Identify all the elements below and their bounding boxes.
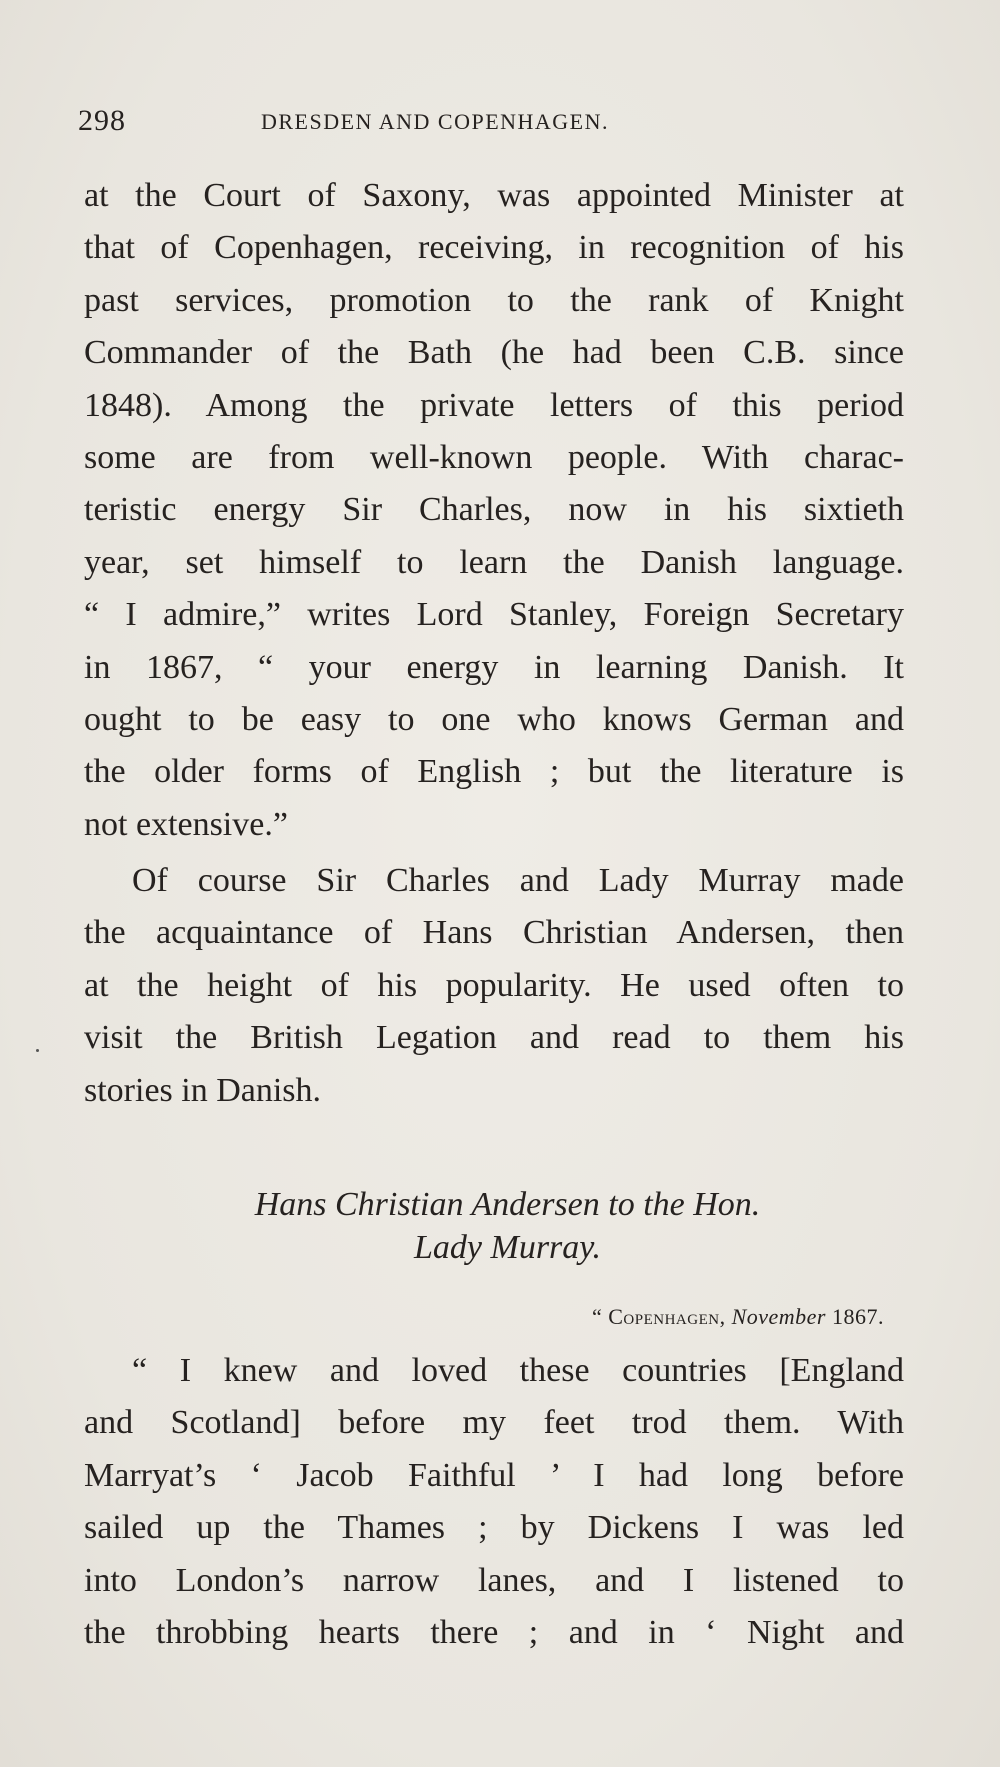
text-line: that of Copenhagen, receiving, in recognition of his (84, 229, 904, 267)
text-line: sailed up the Thames ; by Dickens I was led (84, 1509, 904, 1547)
text-line: “ I knew and loved these countries [England (132, 1352, 904, 1389)
text-line: year, set himself to learn the Danish language. (84, 543, 904, 581)
text-line: at the Court of Saxony, was appointed Minister at (84, 177, 904, 214)
text-line: not extensive.” (84, 805, 288, 843)
dateline-month: November (731, 1304, 826, 1329)
text-line: into London’s narrow lanes, and I listened to (84, 1561, 904, 1599)
text-line: Of course Sir Charles and Lady Murray made (132, 862, 904, 899)
letter-heading-line-2: Lady Murray. (414, 1229, 601, 1266)
page-number: 298 (78, 104, 126, 137)
text-line: ought to be easy to one who knows German and (84, 700, 904, 738)
running-head: DRESDEN AND COPENHAGEN. (261, 109, 610, 134)
text-line: some are from well-known people. With charac- (84, 438, 904, 476)
text-line: 1848). Among the private letters of this period (84, 386, 904, 424)
paragraph-3 (84, 1345, 904, 1659)
letter-heading-line-1: Hans Christian Andersen to the Hon. (254, 1186, 761, 1223)
margin-speck (36, 1049, 39, 1052)
dateline-year: 1867. (832, 1304, 884, 1329)
text-line: past services, promotion to the rank of Knight (84, 281, 904, 319)
text-line: the throbbing hearts there ; and in ‘ Night and (84, 1613, 904, 1651)
text-line: Commander of the Bath (he had been C.B. since (84, 334, 904, 372)
text-line: the acquaintance of Hans Christian Andersen, then (84, 914, 904, 952)
text-line: stories in Danish. (84, 1071, 322, 1109)
dateline (592, 1304, 884, 1330)
text-line: the older forms of English ; but the literature is (84, 753, 904, 791)
text-line: in 1867, “ your energy in learning Danish. It (84, 648, 904, 686)
text-line: visit the British Legation and read to them his (84, 1019, 904, 1057)
text-line: at the height of his popularity. He used often to (84, 966, 904, 1004)
text-line: Marryat’s ‘ Jacob Faithful ’ I had long before (84, 1456, 904, 1494)
text-line: teristic energy Sir Charles, now in his sixtieth (84, 491, 904, 529)
text-line: “ I admire,” writes Lord Stanley, Foreign Secretary (84, 596, 904, 634)
text-line: and Scotland] before my feet trod them. With (84, 1404, 904, 1442)
page-header (78, 104, 908, 144)
paragraph-1 (84, 170, 904, 851)
paragraph-2 (84, 855, 904, 1117)
dateline-place: “ Copenhagen, (591, 1304, 726, 1329)
